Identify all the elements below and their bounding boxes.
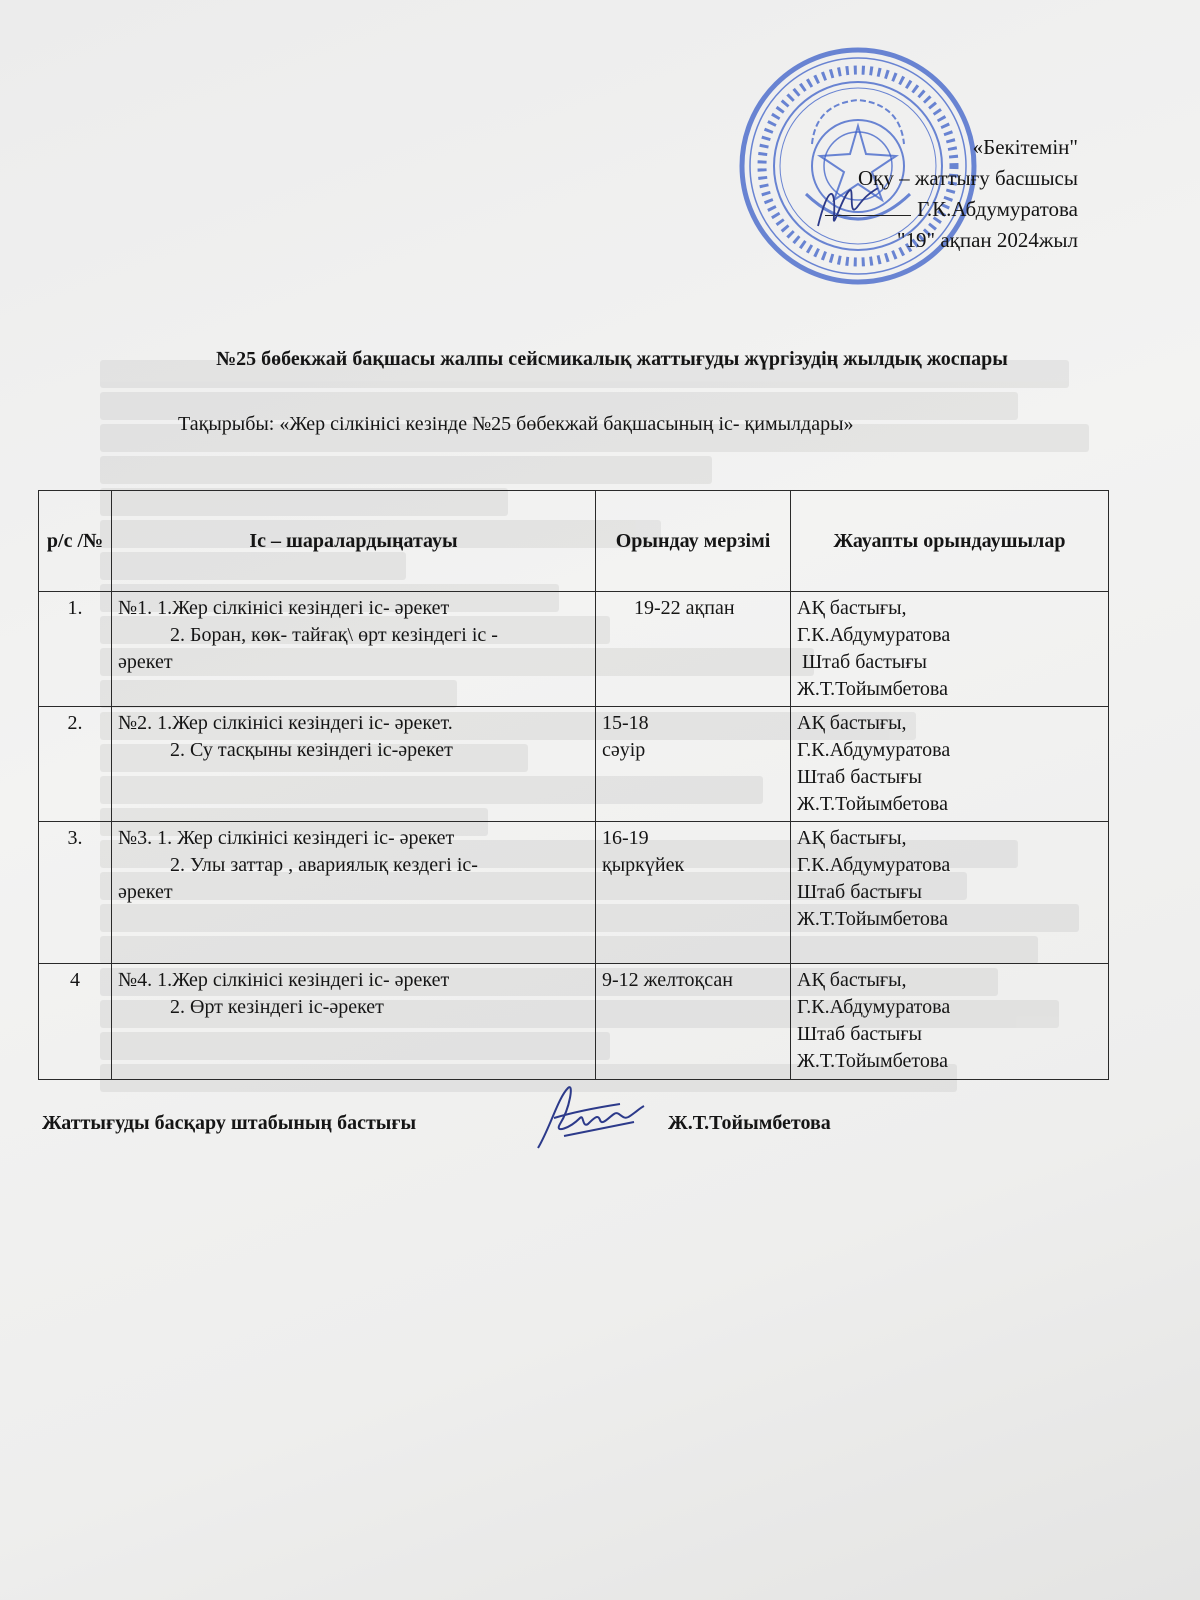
approval-date: "19" ақпан 2024жыл	[896, 228, 1078, 252]
row-resp	[791, 964, 1109, 1080]
table-header-row	[39, 491, 1109, 592]
resp-line: Штаб бастығы	[797, 881, 922, 903]
event-line: №2. 1.Жер сілкінісі кезіндегі іс- әрекет.	[118, 712, 453, 734]
resp-line: Ж.Т.Тойымбетова	[797, 908, 948, 930]
resp-line: Г.К.Абдумуратова	[797, 996, 951, 1018]
table-row	[39, 707, 1109, 822]
header-num: р/с /№	[39, 491, 112, 592]
document-title: №25 бөбекжай бақшасы жалпы сейсмикалық жаттығуды жүргізудің жылдық жоспары	[216, 348, 1008, 370]
row-num: 4	[39, 964, 112, 1080]
footer-signature-icon	[524, 1078, 648, 1158]
event-line: №3. 1. Жер сілкінісі кезіндегі іс- әрекет	[118, 827, 455, 849]
resp-line: АҚ бастығы,	[797, 969, 907, 991]
header-resp: Жауапты орындаушылар	[791, 491, 1109, 592]
event-line: 2. Су тасқыны кезіндегі іс-әрекет	[170, 739, 453, 761]
row-num: 3.	[39, 822, 112, 964]
header-term: Орындау мерзімі	[596, 491, 791, 592]
term-line: 16-19	[602, 827, 649, 849]
row-term	[596, 964, 791, 1080]
resp-line: Ж.Т.Тойымбетова	[797, 678, 948, 700]
event-line: 2. Өрт кезіндегі іс-әрекет	[170, 996, 384, 1018]
term-line: сәуір	[602, 739, 646, 761]
resp-line: Штаб бастығы	[797, 651, 927, 673]
event-line: әрекет	[118, 651, 173, 673]
footer-label: Жаттығуды басқару штабының бастығы	[42, 1112, 417, 1134]
row-term	[596, 592, 791, 707]
resp-line: АҚ бастығы,	[797, 827, 907, 849]
row-num: 2.	[39, 707, 112, 822]
row-resp	[791, 592, 1109, 707]
resp-line: Ж.Т.Тойымбетова	[797, 1050, 948, 1072]
term-line: 9-12 желтоқсан	[602, 969, 733, 991]
row-event	[112, 822, 596, 964]
row-term	[596, 822, 791, 964]
term-line: 15-18	[602, 712, 649, 734]
approval-signer: Г.К.Абдумуратова	[917, 197, 1078, 221]
resp-line: Штаб бастығы	[797, 1023, 922, 1045]
document-subtitle: Тақырыбы: «Жер сілкінісі кезінде №25 бөбекжай бақшасының іс- қимылдары»	[178, 413, 854, 435]
table-row	[39, 592, 1109, 707]
resp-line: Ж.Т.Тойымбетова	[797, 793, 948, 815]
event-line: әрекет	[118, 881, 173, 903]
table-row	[39, 964, 1109, 1080]
resp-line: АҚ бастығы,	[797, 712, 907, 734]
row-event	[112, 707, 596, 822]
resp-line: Штаб бастығы	[797, 766, 922, 788]
term-line: қыркүйек	[602, 854, 685, 876]
row-resp	[791, 822, 1109, 964]
plan-table	[38, 490, 1109, 1080]
row-num: 1.	[39, 592, 112, 707]
resp-line: Г.К.Абдумуратова	[797, 739, 951, 761]
resp-line: Г.К.Абдумуратова	[797, 854, 951, 876]
term-line: 19-22 ақпан	[634, 597, 735, 619]
row-resp	[791, 707, 1109, 822]
event-line: 2. Улы заттар , авариялық кездегі іс-	[170, 854, 478, 876]
footer-name: Ж.Т.Тойымбетова	[668, 1112, 831, 1134]
approval-position: Оқу – жаттығу басшысы	[857, 166, 1078, 190]
row-event	[112, 964, 596, 1080]
row-event	[112, 592, 596, 707]
resp-line: АҚ бастығы,	[797, 597, 907, 619]
approval-signature-icon	[808, 176, 888, 236]
row-term	[596, 707, 791, 822]
header-event: Іс – шаралардыңатауы	[112, 491, 596, 592]
approval-title: «Бекітемін"	[972, 135, 1078, 159]
resp-line: Г.К.Абдумуратова	[797, 624, 951, 646]
event-line: №4. 1.Жер сілкінісі кезіндегі іс- әрекет	[118, 969, 450, 991]
event-line: 2. Боран, көк- тайғақ\ өрт кезіндегі іс -	[170, 624, 498, 646]
table-row	[39, 822, 1109, 964]
event-line: №1. 1.Жер сілкінісі кезіндегі іс- әрекет	[118, 597, 450, 619]
